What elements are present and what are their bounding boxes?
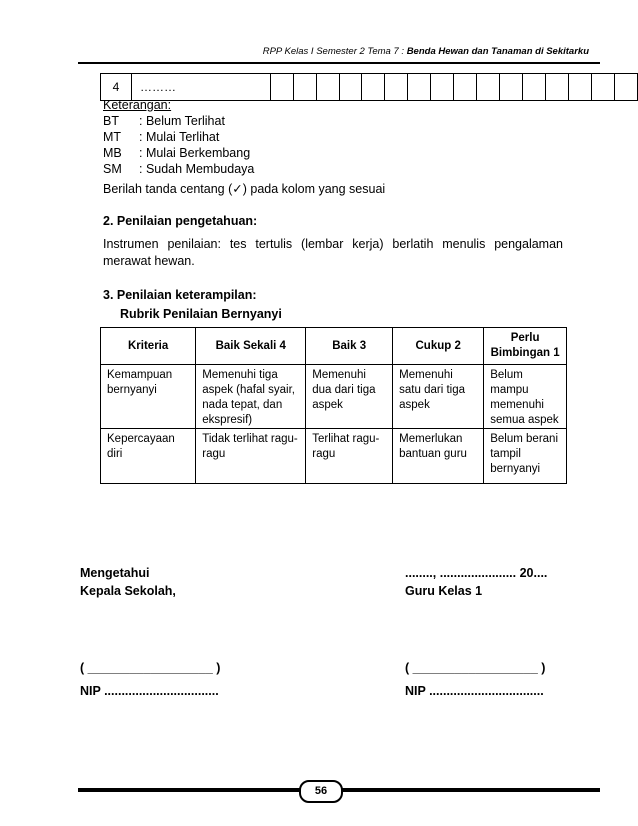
keterangan-desc: : Mulai Terlihat: [139, 130, 220, 144]
sign-right-name: ( __________________ ): [405, 661, 546, 675]
keterangan-item: [103, 129, 385, 145]
keterangan-code: SM: [103, 162, 122, 176]
check-cell: [568, 74, 591, 101]
section-heading-pengetahuan: 2. Penilaian pengetahuan:: [103, 214, 258, 228]
keterangan-desc: : Belum Terlihat: [139, 114, 225, 128]
header-rule: [78, 62, 600, 64]
keterangan-title: Keterangan:: [103, 98, 172, 112]
rubric-header: Perlu Bimbingan 1: [484, 328, 567, 365]
table-row: [101, 365, 567, 429]
sign-left-nip: NIP .................................: [80, 684, 219, 698]
check-cell: [591, 74, 614, 101]
check-cell: [477, 74, 500, 101]
keterangan-item: [103, 145, 385, 161]
keterangan-desc: : Mulai Berkembang: [139, 146, 251, 160]
header-prefix: RPP Kelas I Semester 2 Tema 7 :: [262, 46, 407, 57]
sign-right-nip: NIP .................................: [405, 684, 544, 698]
sign-left-top: Mengetahui: [80, 566, 150, 580]
keterangan-item: [103, 161, 385, 177]
rubric-cell: Memenuhi dua dari tiga aspek: [306, 365, 393, 429]
check-cell: [614, 74, 637, 101]
rubric-cell: Belum mampu memenuhi semua aspek: [484, 365, 567, 429]
rubric-table: [100, 327, 567, 484]
rubric-header-row: [101, 328, 567, 365]
keterangan-instruction: Berilah tanda centang (✓) pada kolom yang sesuai: [103, 182, 386, 196]
pengetahuan-line1: Instrumen penilaian: tes tertulis (lembar kerja) berlatih menulis pengalaman: [103, 237, 563, 251]
sign-right-top: ........, ...................... 20....: [405, 566, 548, 580]
pengetahuan-line2: merawat hewan.: [103, 254, 195, 268]
rubric-cell: Kemampuan bernyanyi: [101, 365, 196, 429]
rubric-cell: Terlihat ragu-ragu: [306, 429, 393, 484]
rubric-cell: Memenuhi tiga aspek (hafal syair, nada tepat, dan ekspresif): [196, 365, 306, 429]
check-cell: [545, 74, 568, 101]
rubric-cell: Tidak terlihat ragu-ragu: [196, 429, 306, 484]
rubric-title: Rubrik Penilaian Bernyanyi: [120, 307, 282, 321]
keterangan-code: BT: [103, 114, 119, 128]
rubric-cell: Memerlukan bantuan guru: [393, 429, 484, 484]
keterangan-desc: : Sudah Membudaya: [139, 162, 255, 176]
rubric-header: Kriteria: [101, 328, 196, 365]
check-cell: [523, 74, 546, 101]
keterangan-code: MB: [103, 146, 122, 160]
page-number: 56: [299, 780, 343, 803]
rubric-cell: Belum berani tampil bernyanyi: [484, 429, 567, 484]
check-cell: [454, 74, 477, 101]
rubric-cell: Kepercayaan diri: [101, 429, 196, 484]
sign-left-role: Kepala Sekolah,: [80, 584, 176, 598]
row-number: 4: [101, 74, 132, 101]
rubric-header: Cukup 2: [393, 328, 484, 365]
rubric-cell: Memenuhi satu dari tiga aspek: [393, 365, 484, 429]
keterangan-code: MT: [103, 130, 122, 144]
header-theme: Benda Hewan dan Tanaman di Sekitarku: [406, 46, 589, 57]
check-cell: [431, 74, 454, 101]
keterangan-item: [103, 113, 385, 129]
row-name: ………: [131, 74, 270, 101]
rubric-header: Baik Sekali 4: [196, 328, 306, 365]
rubric-header: Baik 3: [306, 328, 393, 365]
check-cell: [408, 74, 431, 101]
table-row: [101, 429, 567, 484]
page-header: [0, 46, 589, 57]
sign-right-role: Guru Kelas 1: [405, 584, 483, 598]
keterangan-block: [103, 97, 385, 197]
check-cell: [500, 74, 523, 101]
check-cell: [385, 74, 408, 101]
sign-left-name: ( __________________ ): [80, 661, 221, 675]
section-heading-keterampilan: 3. Penilaian keterampilan:: [103, 288, 257, 302]
